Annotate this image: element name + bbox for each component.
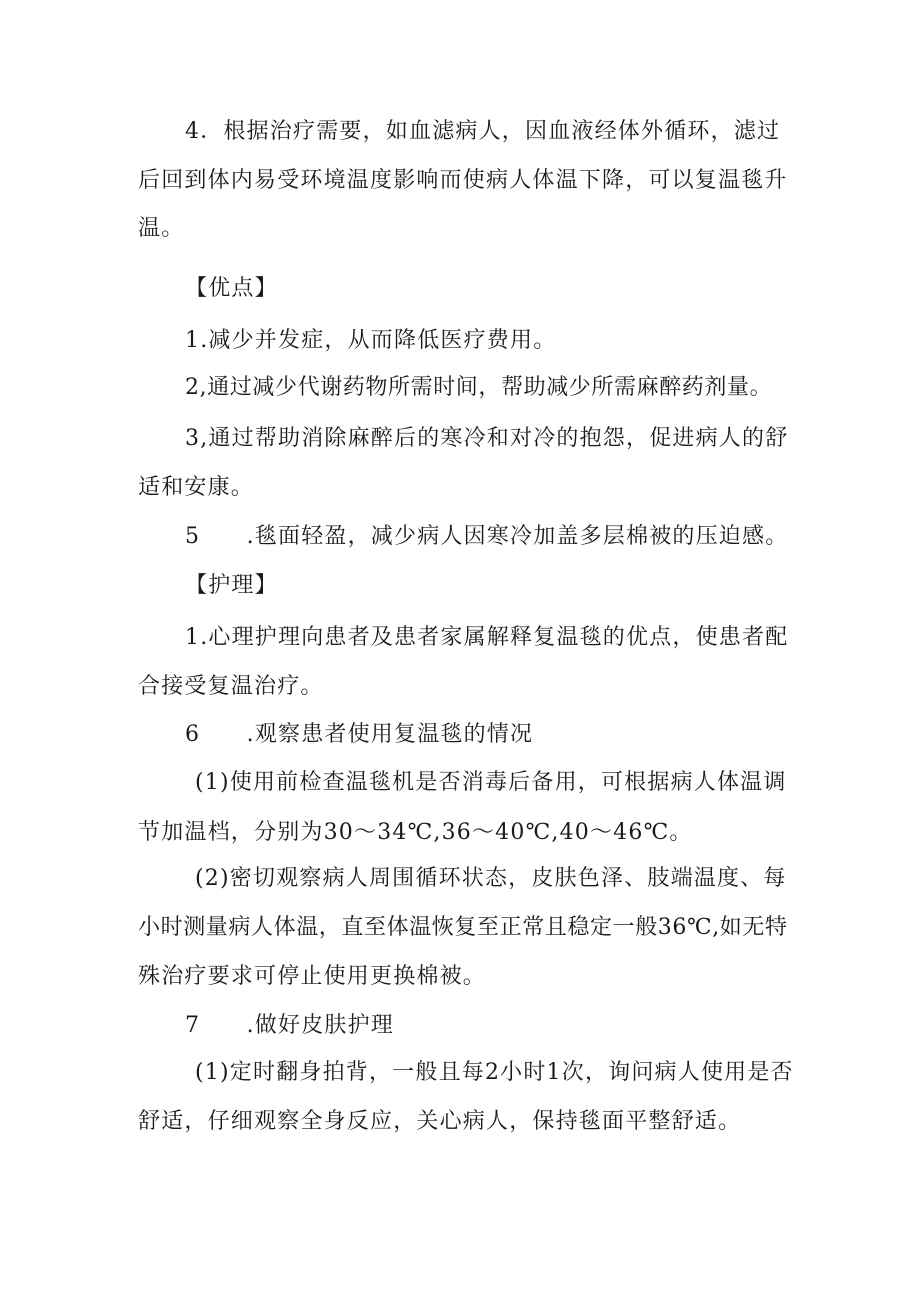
paragraph-line: 温。 bbox=[138, 216, 185, 241]
paragraph-line: 后回到体内易受环境温度影响而使病人体温下降，可以复温毯升 bbox=[138, 168, 788, 193]
sub-item-continuation: 殊治疗要求可停止使用更换棉被。 bbox=[138, 964, 487, 989]
sub-item-continuation: 舒适，仔细观察全身反应，关心病人，保持毯面平整舒适。 bbox=[138, 1109, 742, 1134]
list-item: 3,通过帮助消除麻醉后的寒冷和对冷的抱怨，促进病人的舒 bbox=[185, 426, 789, 451]
list-item: 1.心理护理向患者及患者家属解释复温毯的优点，使患者配 bbox=[185, 625, 789, 650]
list-item: 6 .观察患者使用复温毯的情况 bbox=[185, 722, 534, 747]
list-item: 5 .毯面轻盈，减少病人因寒冷加盖多层棉被的压迫感。 bbox=[185, 524, 789, 549]
list-item: 7 .做好皮肤护理 bbox=[185, 1013, 394, 1038]
list-item-continuation: 适和安康。 bbox=[138, 475, 255, 500]
list-item: 2,通过减少代谢药物所需时间，帮助减少所需麻醉药剂量。 bbox=[185, 375, 773, 400]
sub-item: (1)定时翻身拍背，一般且每2小时1次，询问病人使用是否 bbox=[195, 1060, 794, 1085]
sub-item-continuation: 小时测量病人体温，直至体温恢复至正常且稳定一般36℃,如无特 bbox=[138, 915, 788, 940]
sub-item: (1)使用前检查温毯机是否消毒后备用，可根据病人体温调 bbox=[195, 770, 787, 795]
list-item: 1.减少并发症，从而降低医疗费用。 bbox=[185, 328, 557, 353]
sub-item-continuation: 节加温档，分别为30～34℃,36～40℃,40～46℃。 bbox=[138, 820, 693, 845]
sub-item: (2)密切观察病人周围循环状态，皮肤色泽、肢端温度、每 bbox=[195, 866, 787, 891]
paragraph-line: 4．根据治疗需要，如血滤病人，因血液经体外循环，滤过 bbox=[185, 119, 781, 144]
section-heading-advantages: 【优点】 bbox=[185, 276, 278, 301]
list-item-continuation: 合接受复温治疗。 bbox=[138, 674, 324, 699]
section-heading-nursing: 【护理】 bbox=[185, 573, 278, 598]
